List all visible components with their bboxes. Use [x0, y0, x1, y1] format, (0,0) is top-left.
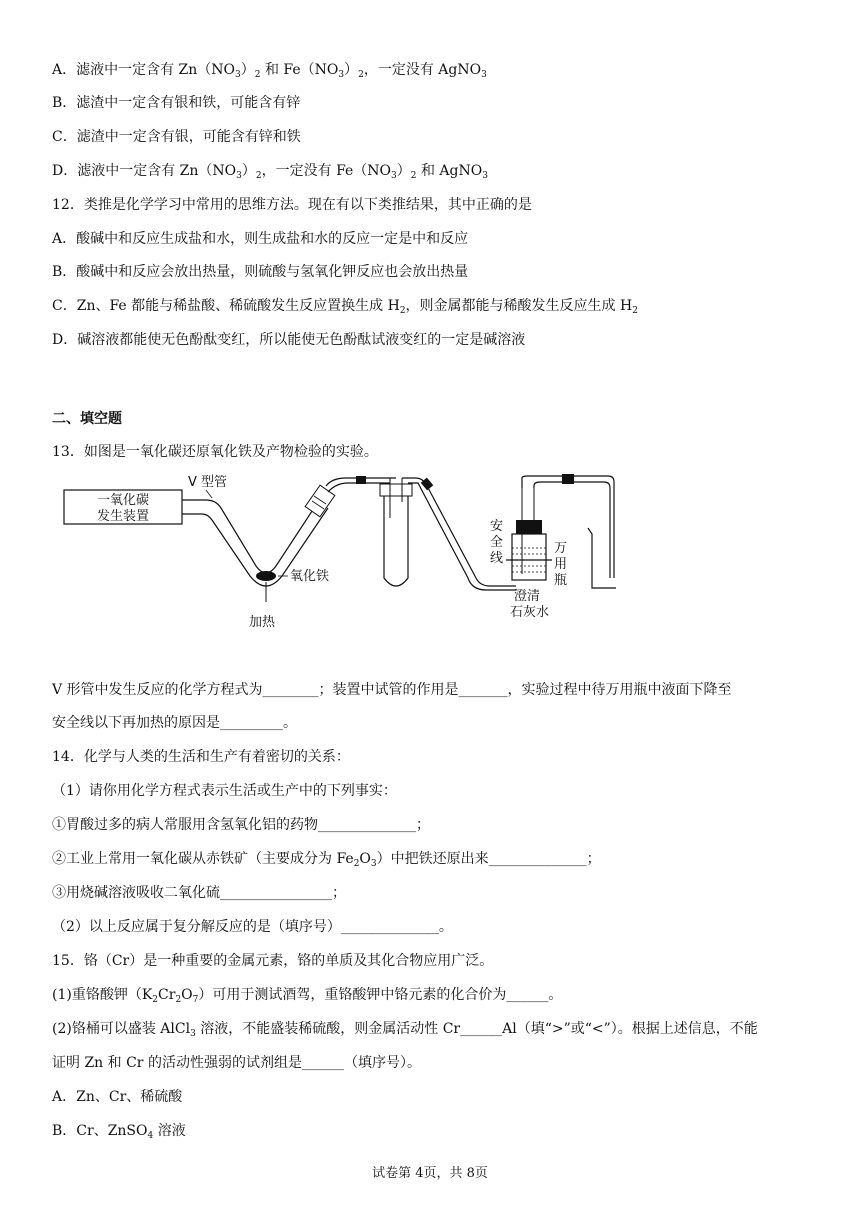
q12-stem: 12．类推是化学学习中常用的思维方法。现在有以下类推结果，其中正确的是 [52, 197, 532, 213]
beaker [588, 528, 616, 588]
bottle-label-2: 用 [554, 557, 568, 572]
q12-option-c: C．Zn、Fe 都能与稀盐酸、稀硫酸发生反应置换生成 $H_2$，则金属都能与稀酸发生反应生成 $H_2$ [52, 298, 638, 316]
safety-line-label-1: 安 [490, 519, 504, 534]
v-tube-label: V 型管 [188, 475, 228, 490]
safety-bottle [512, 534, 546, 580]
page-footer: 试卷第 4页，共 8页 [372, 1166, 488, 1181]
limewater-label-2: 石灰水 [510, 605, 550, 620]
q13-text-1: V 形管中发生反应的化学方程式为________；装置中试管的作用是_______，实验过程中待万用瓶中液面下降至 [52, 682, 732, 698]
q14-sub2: （2）以上反应属于复分解反应的是（填序号）______________。 [52, 919, 453, 935]
q15-option-a: A．Zn、Cr、稀硫酸 [52, 1089, 183, 1105]
q13-stem: 13．如图是一氧化碳还原氧化铁及产物检验的实验。 [52, 444, 378, 460]
section-title: 二、填空题 [52, 411, 122, 427]
q11-option-a: A．滤液中一定含有 $Zn(NO_3)_2$ 和 $Fe(NO_3)_2$，一定没有 AgNO$_3$ [52, 62, 487, 80]
generator-label-2: 发生装置 [96, 509, 150, 524]
q12-option-b: B．酸碱中和反应会放出热量，则硫酸与氢氧化钾反应也会放出热量 [52, 264, 469, 280]
q14-item2: ②工业上常用一氧化碳从赤铁矿（主要成分为 $Fe_2O_3$）中把铁还原出来______________； [52, 851, 601, 869]
q11-option-d: D．滤液中一定含有 $Zn(NO_3)_2$，一定没有 $Fe(NO_3)_2$ 和 AgNO$_3$ [52, 163, 488, 181]
test-tube-stopper [380, 484, 412, 496]
q11-option-b: B．滤渣中一定含有银和铁，可能含有锌 [52, 95, 301, 111]
q15-part1: (1)重铬酸钾$(K_2Cr_2O_7)$可用于测试酒驾，重铬酸钾中铬元素的化合价为______。 [52, 987, 563, 1005]
q14-sub1: （1）请你用化学方程式表示生活或生产中的下列事实： [52, 783, 397, 799]
q14-item3: ③用烧碱溶液吸收二氧化硫________________； [52, 885, 346, 901]
q15-part2: (2)铬桶可以盛装 AlCl$_3$ 溶液，不能盛装稀硫酸，则金属活动性 Cr______Al（填“>”或“<”）。根据上述信息，不能 [52, 1021, 758, 1039]
q12-option-a: A．酸碱中和反应生成盐和水，则生成盐和水的反应一定是中和反应 [52, 231, 469, 247]
q15-stem: 15．铬（Cr）是一种重要的金属元素，铬的单质及其化合物应用广泛。 [52, 953, 494, 969]
safety-bottle-cap [516, 520, 542, 534]
iron-oxide-label: 氧化铁 [290, 569, 330, 584]
safety-line-label-2: 全 [490, 535, 504, 550]
v-tube [182, 500, 318, 573]
bottle-label-3: 瓶 [554, 573, 568, 588]
limewater-label-1: 澄清 [514, 589, 541, 604]
heating-label: 加热 [249, 615, 276, 630]
iron-oxide [256, 571, 276, 581]
generator-label-1: 一氧化碳 [96, 493, 150, 508]
q15-option-b: B．Cr、ZnSO$_4$ 溶液 [52, 1123, 186, 1141]
q14-item1: ①胃酸过多的病人常服用含氢氧化铝的药物______________； [52, 817, 430, 833]
test-tube [384, 496, 408, 586]
safety-line-label-3: 线 [490, 551, 504, 566]
q11-option-c: C．滤渣中一定含有银，可能含有锌和铁 [52, 129, 301, 145]
bottle-label-1: 万 [554, 541, 568, 556]
q13-text-2: 安全线以下再加热的原因是_________。 [52, 715, 297, 731]
q14-stem: 14．化学与人类的生活和生产有着密切的关系： [52, 749, 350, 765]
q15-part2-cont: 证明 Zn 和 Cr 的活动性强弱的试剂组是______（填序号）。 [52, 1055, 421, 1071]
experiment-diagram [56, 468, 616, 668]
q12-option-d: D．碱溶液都能使无色酚酞变红，所以能使无色酚酞试液变红的一定是碱溶液 [52, 332, 526, 348]
